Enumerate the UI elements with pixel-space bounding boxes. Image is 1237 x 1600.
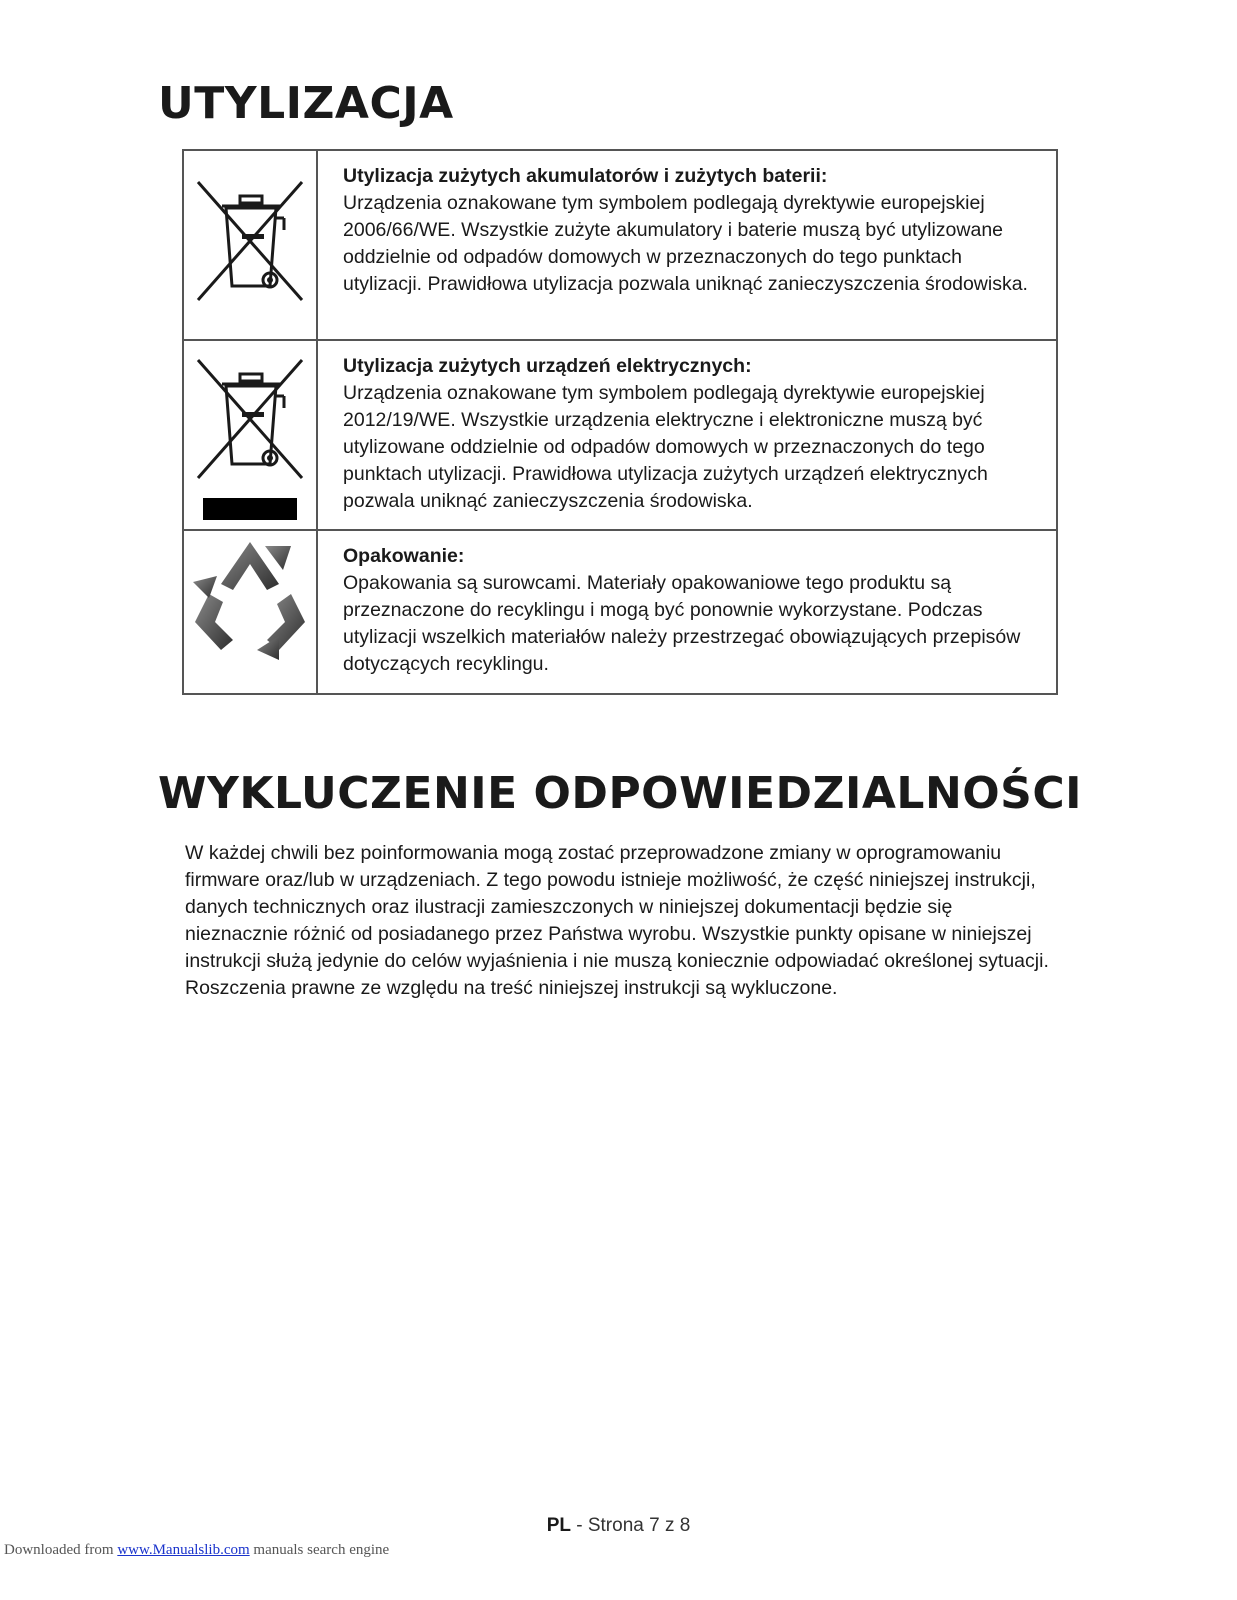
icon-cell [183,150,317,340]
row-title: Utylizacja zużytych akumulatorów i zużytych baterii: [343,165,828,187]
crossed-bin-icon [185,152,315,312]
disclaimer-paragraph: W każdej chwili bez poinformowania mogą zostać przeprowadzone zmiany w oprogramowaniu firmware oraz/lub w urządzeniach. Z tego powodu istnieje możliwość, że część niniejszej instrukcji, danych technicznych oraz ilustracji zamieszczonych w niniejszej dokumentacji będzie się nieznacznie różnić od posiadanego przez Państwa wyrobu. Wszystkie punkty opisane w niniejszej instrukcji służą jedynie do celów wyjaśnienia i nie muszą koniecznie odpowiadać określonej sytuacji. Roszczenia prawne ze względu na treść niniejszej instrukcji są wykluczone. [185,842,1049,999]
row-text: Urządzenia oznakowane tym symbolem podlegają dyrektywie europejskiej 2012/19/WE. Wszystkie urządzenia elektryczne i elektroniczne muszą być utylizowane oddzielnie od odpadów domowych w przeznaczonych do tego punktach utylizacji. Prawidłowa utylizacja zużytych urządzeń elektrycznych pozwala uniknąć zanieczyszczenia środowiska. [343,382,988,512]
row-text: Urządzenia oznakowane tym symbolem podlegają dyrektywie europejskiej 2006/66/WE. Wszystkie zużyte akumulatory i baterie muszą być utylizowane oddzielnie od odpadów domowych w przeznaczonych do tego punktach utylizacji. Prawidłowa utylizacja pozwala uniknąć zanieczyszczenia środowiska. [343,192,1028,295]
row-title: Utylizacja zużytych urządzeń elektrycznych: [343,355,752,377]
download-note [4,1542,389,1559]
download-prefix: Downloaded from [4,1542,118,1558]
icon-cell [183,340,317,530]
download-suffix: manuals search engine [249,1542,390,1558]
recycle-icon [185,532,315,662]
disposal-table [182,149,1058,695]
footer-page-number: - Strona 7 z 8 [570,1515,691,1536]
text-cell [317,340,1057,530]
text-cell [317,530,1057,694]
page-footer [0,1515,1237,1537]
text-cell [317,150,1057,340]
icon-cell [183,530,317,694]
crossed-bin-with-bar-icon [185,342,315,522]
section-heading-utylizacja: UTYLIZACJA [158,78,454,129]
row-text: Opakowania są surowcami. Materiały opakowaniowe tego produktu są przeznaczone do recyklingu i mogą być ponownie wykorzystane. Podczas utylizacji wszelkich materiałów należy przestrzegać obowiązujących przepisów dotyczących recyklingu. [343,572,1021,675]
table-row [183,150,1057,340]
row-title: Opakowanie: [343,545,465,567]
manualslib-link[interactable]: www.Manualslib.com [117,1542,250,1558]
table-row [183,530,1057,694]
footer-lang: PL [546,1515,571,1536]
section-heading-wykluczenie: WYKLUCZENIE ODPOWIEDZIALNOŚCI [158,768,1083,819]
table-row [183,340,1057,530]
